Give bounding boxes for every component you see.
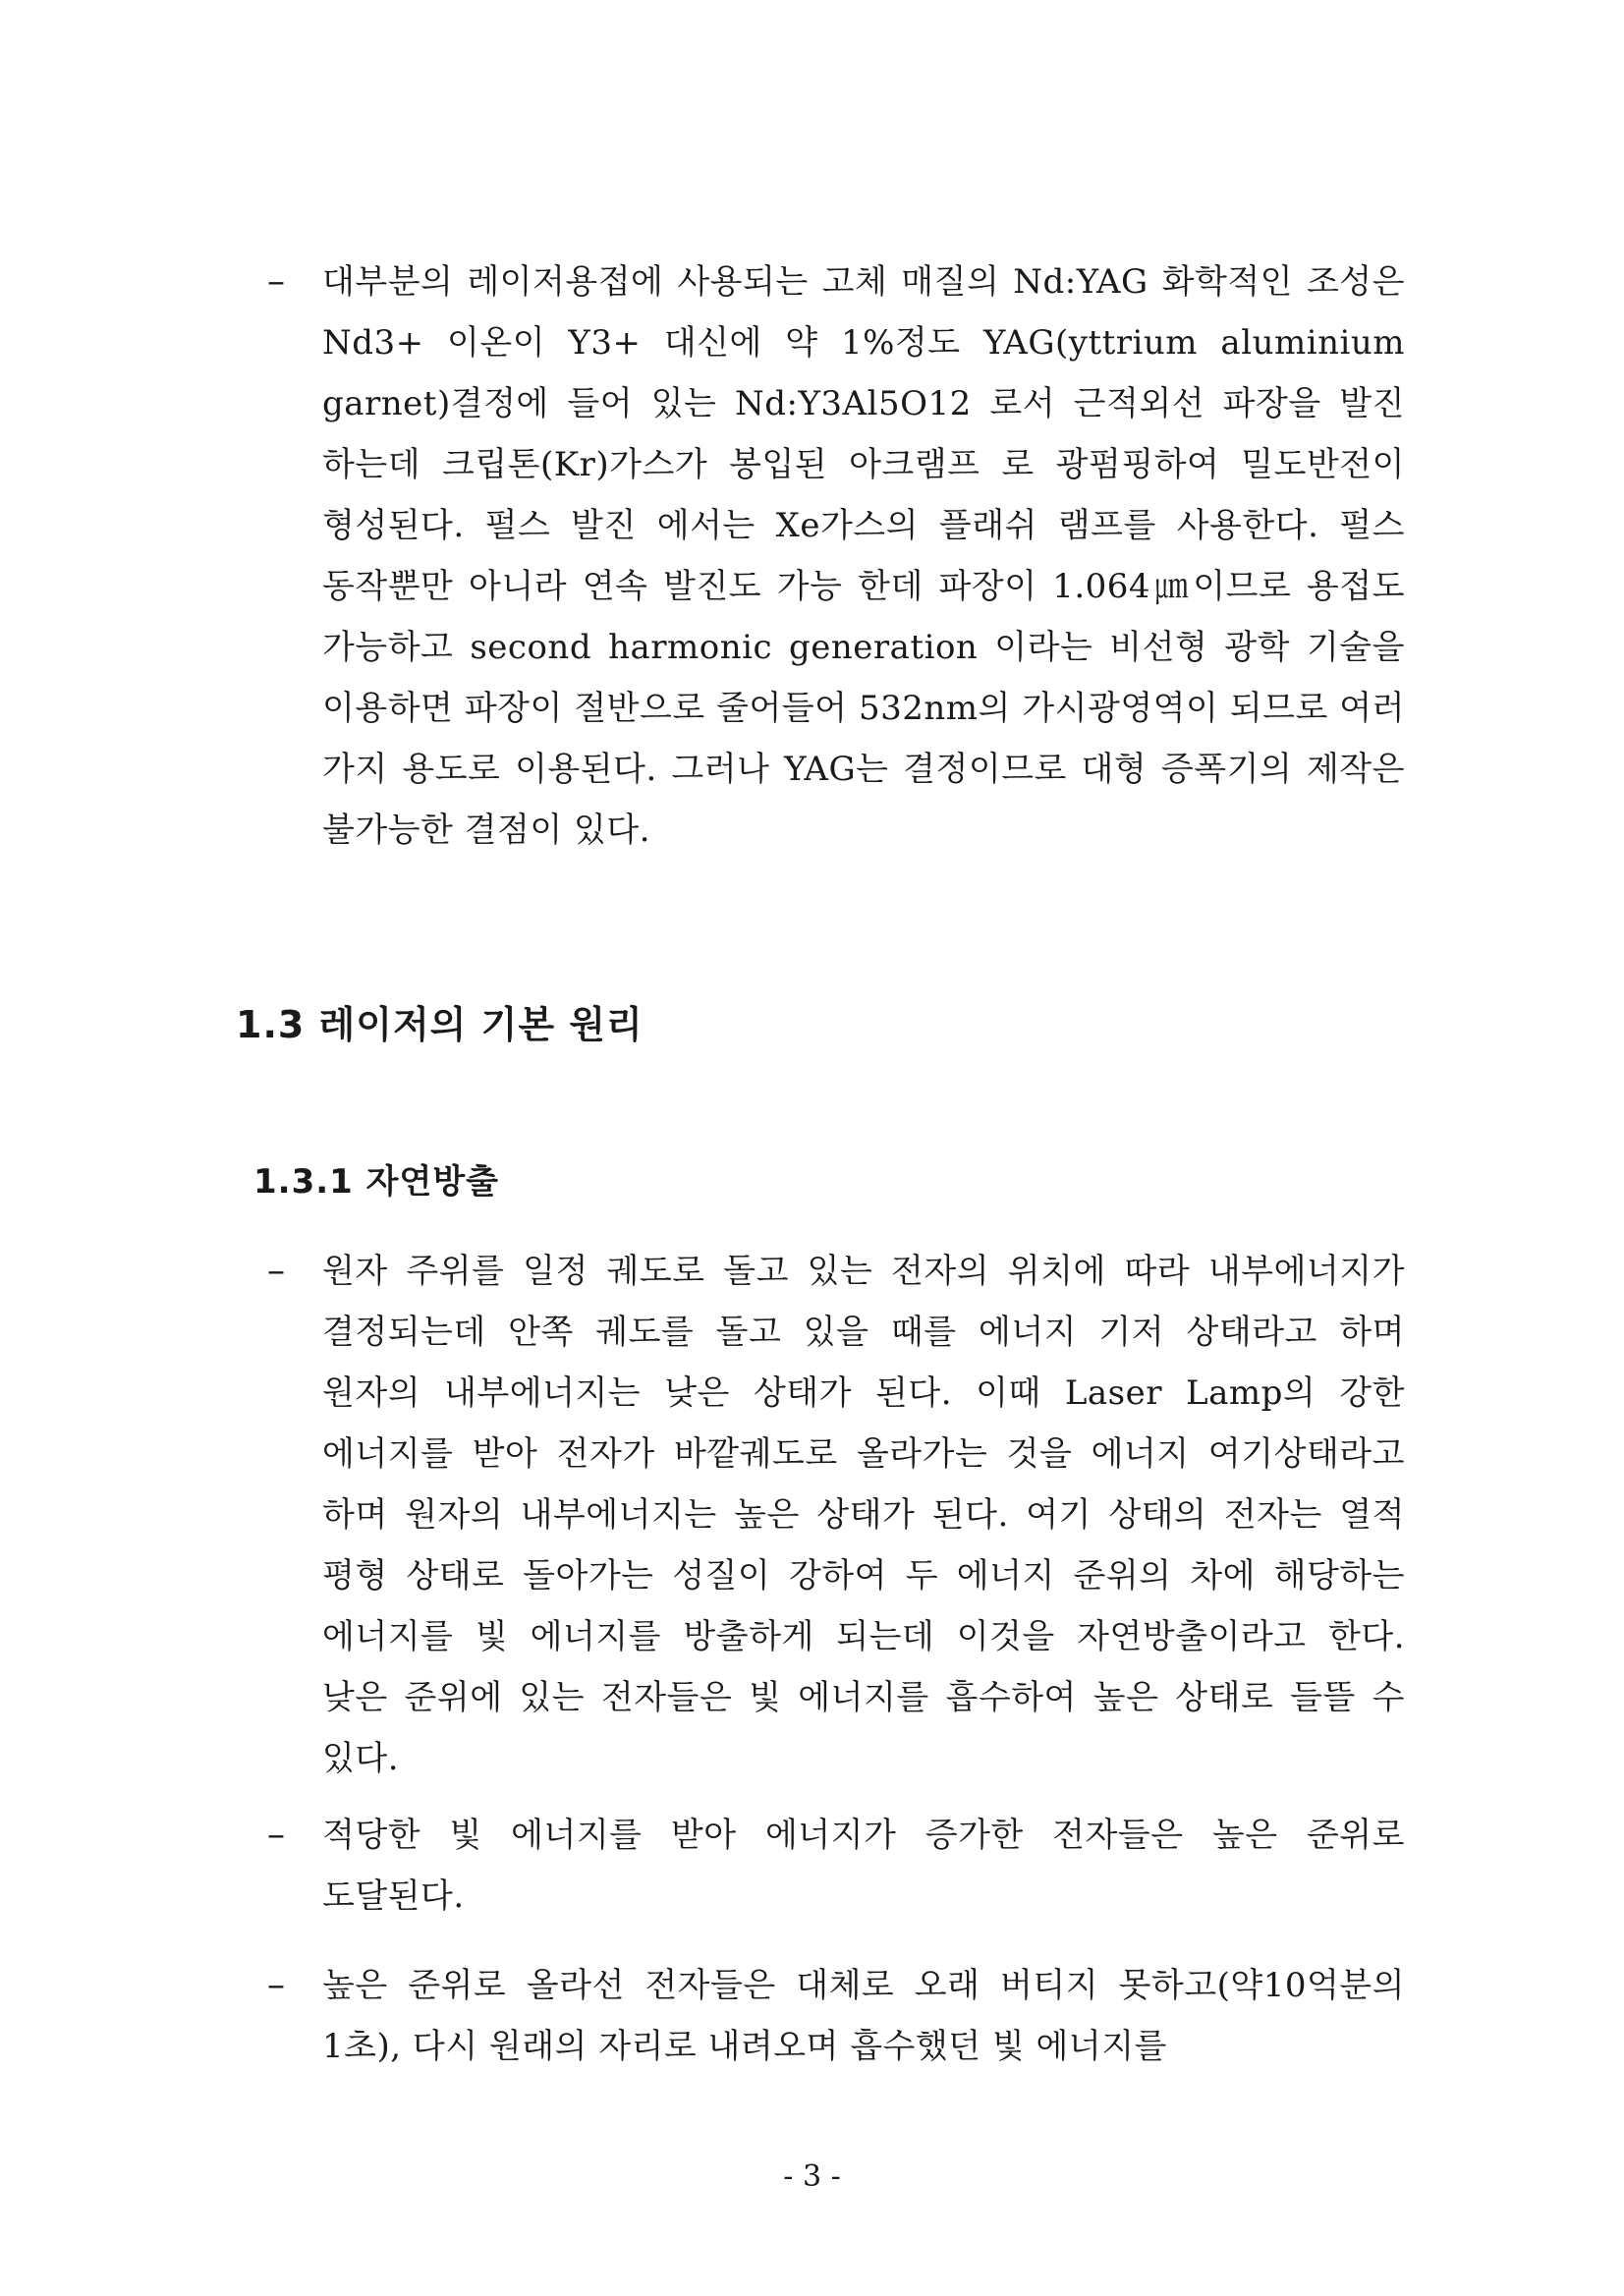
paragraph-internal-energy: 원자 주위를 일정 궤도로 돌고 있는 전자의 위치에 따라 내부에너지가 결정되는데 안쪽 궤도를 돌고 있을 때를 에너지 기저 상태라고 하며 원자의 내부에너지는 낮은 상태가 된다. 이때 Laser Lamp의 강한 에너지를 받아 전자가 바깥궤도로 올라가는 것을 에너지 여기상태라고 하며 원자의 내부에너지는 높은 상태가 된다. 여기 상태의 전자는 열적 평형 상태로 돌아가는 성질이 강하여 두 에너지 준위의 차에 해당하는 에너지를 빛 에너지를 방출하게 되는데 이것을 자연방출이라고 한다. 낮은 준위에 있는 전자들은 빛 에너지를 흡수하여 높은 상태로 들뜰 수 있다. (322, 1252, 1405, 1778)
subsection-heading-spontaneous-emission: 1.3.1 자연방출 (253, 1162, 500, 1202)
paragraph-return-emission: 높은 준위로 올라선 전자들은 대체로 오래 버티지 못하고(약10억분의 1초), 다시 원래의 자리로 내려오며 흡수했던 빛 에너지를 (322, 1966, 1405, 2066)
bullet-item-internal-energy (267, 1241, 1405, 1789)
bullet-item-return-emission (267, 1955, 1405, 2077)
bullet-dash: – (267, 261, 285, 302)
bullet-dash: – (267, 1251, 285, 1291)
paragraph-nd-yag: 대부분의 레이저용접에 사용되는 고체 매질의 Nd:YAG 화학적인 조성은 Nd3+ 이온이 Y3+ 대신에 약 1%정도 YAG(yttrium aluminium garnet)결정에 들어 있는 Nd:Y3Al5O12 로서 근적외선 파장을 발진 하는데 크립톤(Kr)가스가 봉입된 아크램프 로 광펌핑하여 밀도반전이 형성된다. 펄스 발진 에서는 Xe가스의 플래쉬 램프를 사용한다. 펄스 동작뿐만 아니라 연속 발진도 가능 한데 파장이 1.064㎛이므로 용접도 가능하고 second harmonic generation 이라는 비선형 광학 기술을 이용하면 파장이 절반으로 줄어들어 532nm의 가시광영역이 되므로 여러 가지 용도로 이용된다. 그러나 YAG는 결정이므로 대형 증폭기의 제작은 불가능한 결점이 있다. (322, 262, 1405, 850)
bullet-dash: – (267, 1815, 285, 1855)
bullet-item-energy-increase (267, 1805, 1405, 1927)
bullet-dash: – (267, 1965, 285, 2005)
bullet-item-nd-yag (267, 252, 1405, 861)
section-heading-laser-principles: 1.3 레이저의 기본 원리 (236, 1003, 644, 1046)
paragraph-energy-increase: 적당한 빛 에너지를 받아 에너지가 증가한 전자들은 높은 준위로 도달된다. (322, 1816, 1405, 1916)
page-number: - 3 - (783, 2159, 841, 2194)
